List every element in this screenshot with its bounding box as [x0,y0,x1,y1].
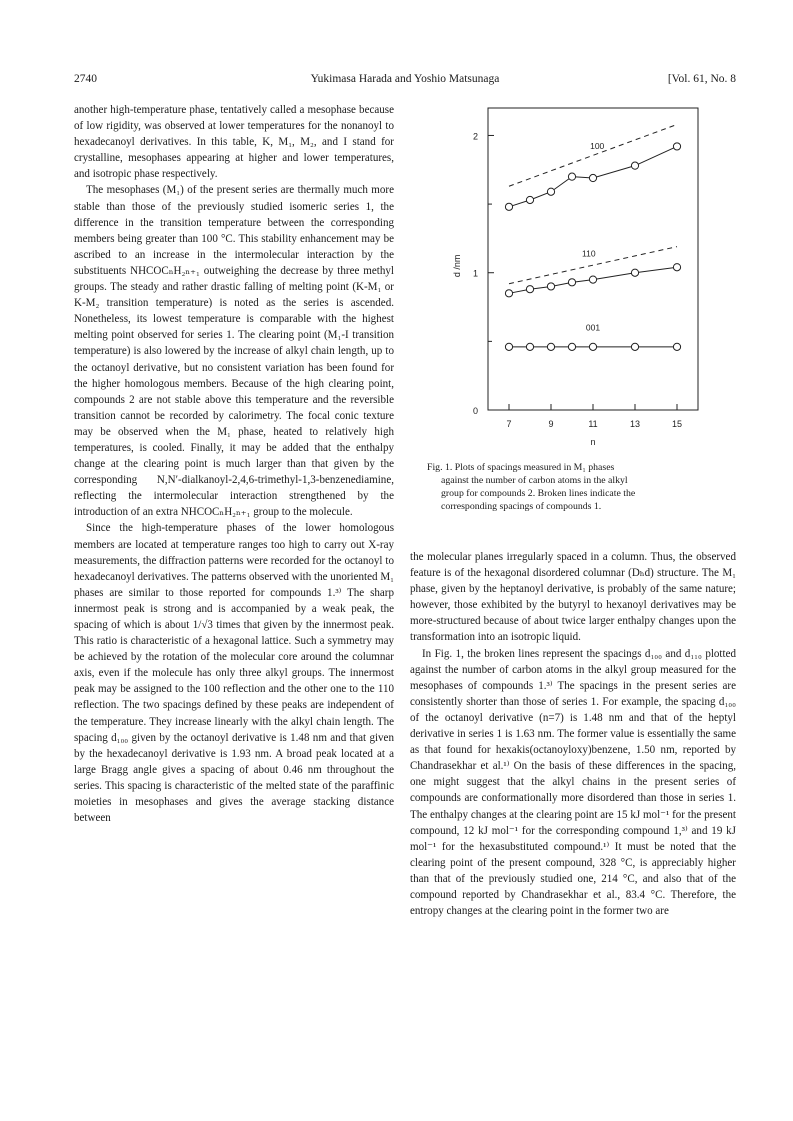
series-100-point [547,188,554,195]
series-110-point [631,269,638,276]
paragraph: In Fig. 1, the broken lines represent the spacings d₁₀₀ and d₁₁₀ plotted against the number of carbon atoms in the alkyl group measured for the mesophases of compounds 1.³⁾ The spacings in the present series are consistently shorter than those of series 1. For example, the spacing d₁₀₀ of the octanoyl derivative (n=7) is 1.48 nm and that of the heptyl derivative in series 1 is 1.63 nm. The former value is essentially the same as that found for hexakis(octanoyloxy)benzene, 1.50 nm, reported by Chandrasekhar et al.¹⁾ On the basis of these differences in the spacing, one might suggest that the alkyl chains in the present series of compounds are conformationally more disordered than those in series 1. The enthalpy changes at the clearing point are 15 kJ mol⁻¹ for the present compound, 12 kJ mol⁻¹ for the corresponding compound 1,³⁾ and 19 kJ mol⁻¹ for the hexasubstituted compound.¹⁾ It must be noted that the clearing point of the present compound, 328 °C, is appreciably higher than that of the previously studied one, 214 °C, and also that of the compound reported by Chandrasekhar et al., 83.4 °C. Therefore, the entropy changes at the clearing point in the former two are [410,647,736,918]
series-001-point [673,343,680,350]
spacing-plot [440,100,740,447]
series-110-point [673,264,680,271]
series-100-point [526,196,533,203]
series-label: 110 [582,248,596,259]
page-header [74,73,736,89]
caption-line: group for compounds 2. Broken lines indicate the [441,488,636,499]
series-001-point [526,343,533,350]
paragraph: another high-temperature phase, tentatively called a mesophase because of low rigidity, was observed at lower temperatures for the nonanoyl to hexadecanoyl derivatives. In this table, K, M₁, M₂, and I stand for crystalline, mesophases appearing at higher and lower temperatures, and isotropic phase respectively. [74,104,394,181]
series-001-point [589,343,596,350]
series-100-point [631,162,638,169]
y-tick-label: 1 [472,268,478,279]
series-001-point [568,343,575,350]
volume-info: [Vol. 61, No. 8 [667,73,736,85]
series-100-point [673,143,680,150]
x-tick-label: 7 [506,419,512,429]
x-tick-label: 9 [548,419,554,429]
series-100-point [589,174,596,181]
caption-line: Fig. 1. Plots of spacings measured in M₁ phases [427,462,615,473]
series-001-point [631,343,638,350]
series-110-point [505,290,512,297]
series-110-point [547,283,554,290]
series-110-point [526,286,533,293]
y-axis-label: d /nm [452,254,462,278]
x-tick-label: 13 [629,419,641,429]
series-label: 001 [585,322,601,333]
figure-1 [440,100,740,447]
series-001-point [547,343,554,350]
series-110-point [568,279,575,286]
series-110-point [589,276,596,283]
page-number: 2740 [74,73,97,85]
right-column [410,549,736,919]
series-100-point [505,203,512,210]
paragraph: the molecular planes irregularly spaced in a column. Thus, the observed feature is of the hexagonal disordered columnar (Dₕd) structure. The M₁ phase, given by the heptanoyl derivative, is probably of the same nature; however, those exhibited by the butyryl to hexanoyl derivatives may be more-structured because of about twice larger enthalpy changes upon the transformation into an isotropic liquid. [410,551,736,644]
left-column [74,102,394,826]
paragraph: The mesophases (M₁) of the present series are thermally much more stable than those of the previously studied isomeric series 1, the difference in the transition temperature between the corresponding members being greater than 100 °C. This stability enhancement may be ascribed to an increase in the intermolecular interaction by the substituents NHCOCₙH₂ₙ₊₁ outweighing the decrease by three methyl groups. The steady and rather drastic falling of melting point (K-M₁ or K-M₂ transition temperature) is noted as the series is ascended. Nonetheless, its lowest temperature is comparable with the highest melting point observed for series 1. The clearing point (M₁-I transition temperature) is also lowered by the increase of alkyl chain length, up to the octanoyl derivative, but no consistent variation has been found for the higher homologous members. Because of the high clearing point, compounds 2 are not stable above this temperature and the reversible transition cannot be recorded by calorimetry. The focal conic texture may be observed when the M₁ phase, heated to relatively high temperatures, is cooled. Finally, it may be added that the enthalpy change at the clearing point is much larger than that given by the corresponding N,N′-dialkanoyl-2,4,6-trimethyl-1,3-benzenediamine, reflecting the intermolecular interaction strengthened by the introduction of an extra NHCOCₙH₂ₙ₊₁ group to the molecule. [74,184,394,519]
y-tick-label: 0 [472,406,478,416]
x-tick-label: 15 [671,419,683,429]
series-100-point [568,173,575,180]
running-authors: Yukimasa Harada and Yoshio Matsunaga [310,73,500,85]
y-tick-label: 2 [472,131,478,142]
series-001-point [505,343,512,350]
plot-frame [488,108,698,410]
x-axis-label: n [590,437,596,447]
paragraph: Since the high-temperature phases of the lower homologous members are located at temperature ranges too high to carry out X-ray measurements, the diffraction patterns were recorded for the octanoyl to hexadecanoyl derivatives. The patterns observed with the unoriented M₁ phases are similar to those reported for compounds 1.³⁾ The sharp innermost peak is strong and is accompanied by a weak peak, the spacing of which is about 1/√3 times that given by the innermost peak. This ratio is characteristic of a hexagonal lattice. Such a symmetry may be achieved by the rotation of the molecular core around the columnar axis, even if the molecule has only three alkyl groups. The innermost peak may be assigned to the 100 reflection and the other one to the 110 reflection. The two spacings defined by these peaks are independent of the temperature. They increase linearly with the alkyl chain length. The spacing d₁₀₀ given by the octanoyl derivative is 1.48 nm and that given by the hexadecanoyl derivative is 1.93 nm. A broad peak located at a large Bragg angle gives a spacing of about 0.46 nm throughout the series. This spacing is characteristic of the melted state of the paraffinic moieties in mesophases and gives the average stacking distance between [74,522,394,825]
caption-line: corresponding spacings of compounds 1. [441,501,602,512]
figure-caption [427,461,736,513]
x-tick-label: 11 [588,419,598,429]
series-label: 100 [590,141,605,152]
caption-line: against the number of carbon atoms in the alkyl [441,475,628,486]
